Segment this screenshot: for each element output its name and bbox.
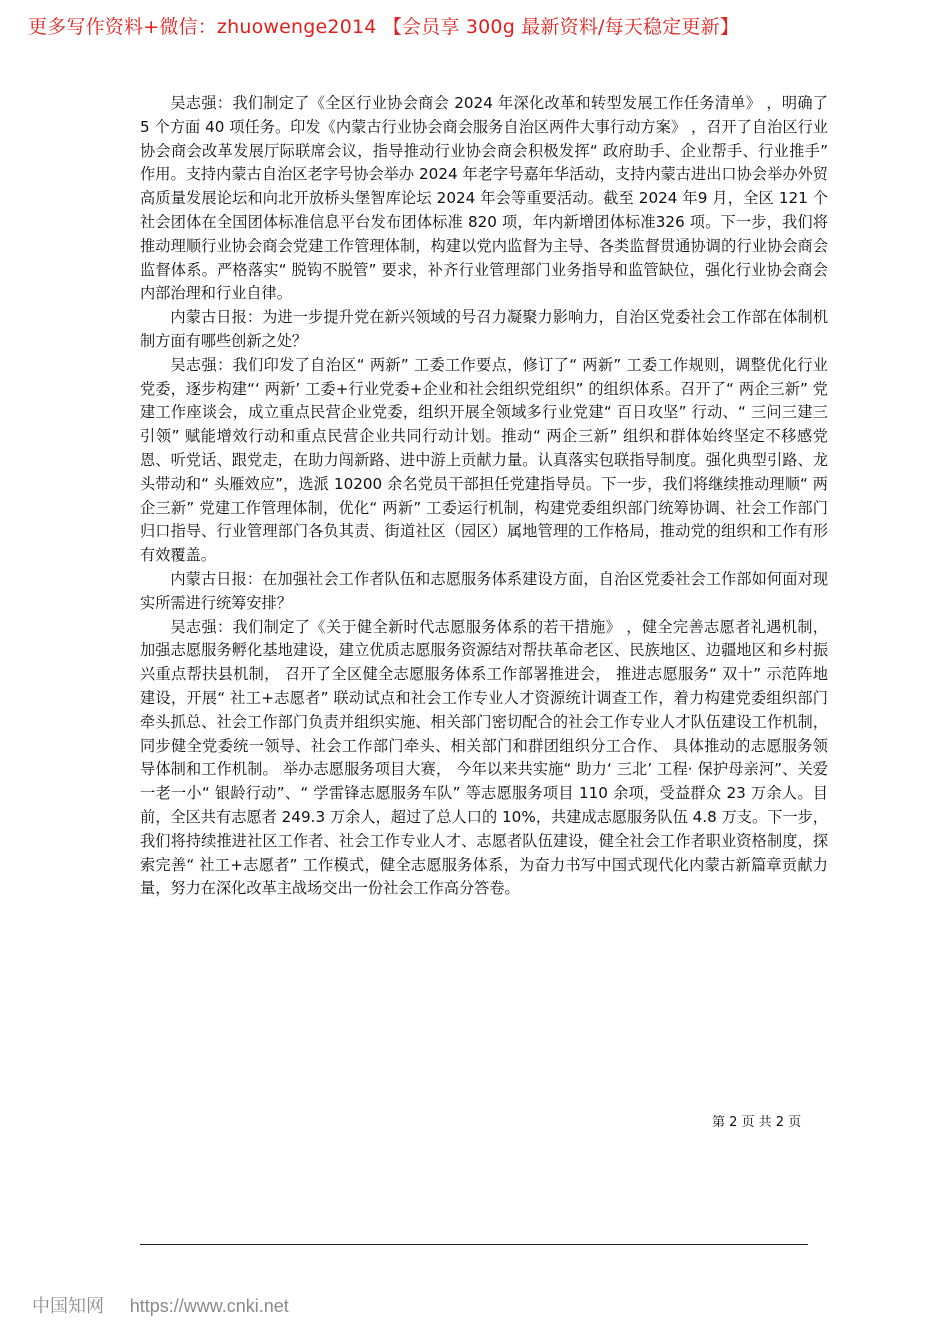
- footer-divider: [140, 1244, 808, 1245]
- page-number: 第 2 页 共 2 页: [712, 1115, 802, 1130]
- paragraph-answer-3: 吴志强：我们制定了《关于健全新时代志愿服务体系的若干措施》 ，健全完善志愿者礼遇机制，加强志愿服务孵化基地建设，建立优质志愿服务资源结对帮扶革命老区、民族地区、边疆地区和乡村振兴重点帮扶县机制， 召开了全区健全志愿服务体系工作部署推进会， 推进志愿服务“ 双十” 示范阵地建设，开展“ 社工+志愿者” 联动试点和社会工作专业人才资源统计调查工作，着力构建党委组织部门牵头抓总、社会工作部门负责并组织实施、相关部门密切配合的社会工作专业人才队伍建设工作机制，同步健全党委统一领导、社会工作部门牵头、相关部门和群团组织分工合作、 具体推动的志愿服务领导体制和工作机制。 举办志愿服务项目大赛， 今年以来共实施“ 助力‘ 三北’ 工程· 保护母亲河”、关爱一老一小“ 银龄行动”、“ 学雷锋志愿服务车队” 等志愿服务项目 110 余项，受益群众 23 万余人。目前，全区共有志愿者 249.3 万余人，超过了总人口的 10%，共建成志愿服务队伍 4.8 万支。下一步，我们将持续推进社区工作者、社会工作专业人才、志愿者队伍建设，健全社会工作者职业资格制度，探索完善“ 社工+志愿者” 工作模式，健全志愿服务体系，为奋力书写中国式现代化内蒙古新篇章贡献力量，努力在深化改革主战场交出一份社会工作高分答卷。: [140, 617, 828, 898]
- cnki-watermark: [32, 1292, 289, 1318]
- document-body: [140, 92, 828, 901]
- watermark-url: https://www.cnki.net: [129, 1296, 289, 1316]
- paragraph-question-2: 内蒙古日报：为进一步提升党在新兴领域的号召力凝聚力影响力，自治区党委社会工作部在体制机制方面有哪些创新之处？: [140, 308, 828, 350]
- promo-banner: 更多写作资料+微信：zhuowenge2014 【会员享 300g 最新资料/每天稳定更新】: [28, 16, 740, 38]
- paragraph-answer-2: 吴志强：我们印发了自治区“ 两新” 工委工作要点，修订了“ 两新” 工委工作规则，调整优化行业党委，逐步构建“‘ 两新’ 工委+行业党委+企业和社会组织党组织” 的组织体系。召开了“ 两企三新” 党建工作座谈会，成立重点民营企业党委，组织开展全领域多行业党建“ 百日攻坚” 行动、“ 三问三建三引领” 赋能增效行动和重点民营企业共同行动计划。推动“ 两企三新” 组织和群体始终坚定不移感党恩、听党话、跟党走，在助力闯新路、进中游上贡献力量。认真落实包联指导制度。强化典型引路、龙头带动和“ 头雁效应”，选派 10200 余名党员干部担任党建指导员。下一步，我们将继续推动理顺“ 两企三新” 党建工作管理体制，优化“ 两新” 工委运行机制，构建党委组织部门统筹协调、社会工作部门归口指导、行业管理部门各负其责、街道社区（园区）属地管理的工作格局，推动党的组织和工作有形有效覆盖。: [140, 355, 828, 565]
- paragraph-question-3: 内蒙古日报：在加强社会工作者队伍和志愿服务体系建设方面，自治区党委社会工作部如何面对现实所需进行统筹安排？: [140, 569, 828, 612]
- paragraph-answer-1: 吴志强：我们制定了《全区行业协会商会 2024 年深化改革和转型发展工作任务清单》 ，明确了 5 个方面 40 项任务。印发《内蒙古行业协会商会服务自治区两件大事行动方案》 ，召开了自治区行业协会商会改革发展厅际联席会议，指导推动行业协会商会积极发挥“ 政府助手、企业帮手、行业推手” 作用。支持内蒙古自治区老字号协会举办 2024 年老字号嘉年华活动，支持内蒙古进出口协会举办外贸高质量发展论坛和向北开放桥头堡智库论坛 2024 年会等重要活动。截至 2024 年9 月，全区 121 个社会团体在全国团体标准信息平台发布团体标准 820 项，年内新增团体标准326 项。下一步，我们将推动理顺行业协会商会党建工作管理体制，构建以党内监督为主导、各类监督贯通协调的行业协会商会监督体系。严格落实“ 脱钩不脱管” 要求，补齐行业管理部门业务指导和监管缺位，强化行业协会商会内部治理和行业自律。: [140, 94, 828, 303]
- watermark-site-name: 中国知网: [32, 1296, 104, 1317]
